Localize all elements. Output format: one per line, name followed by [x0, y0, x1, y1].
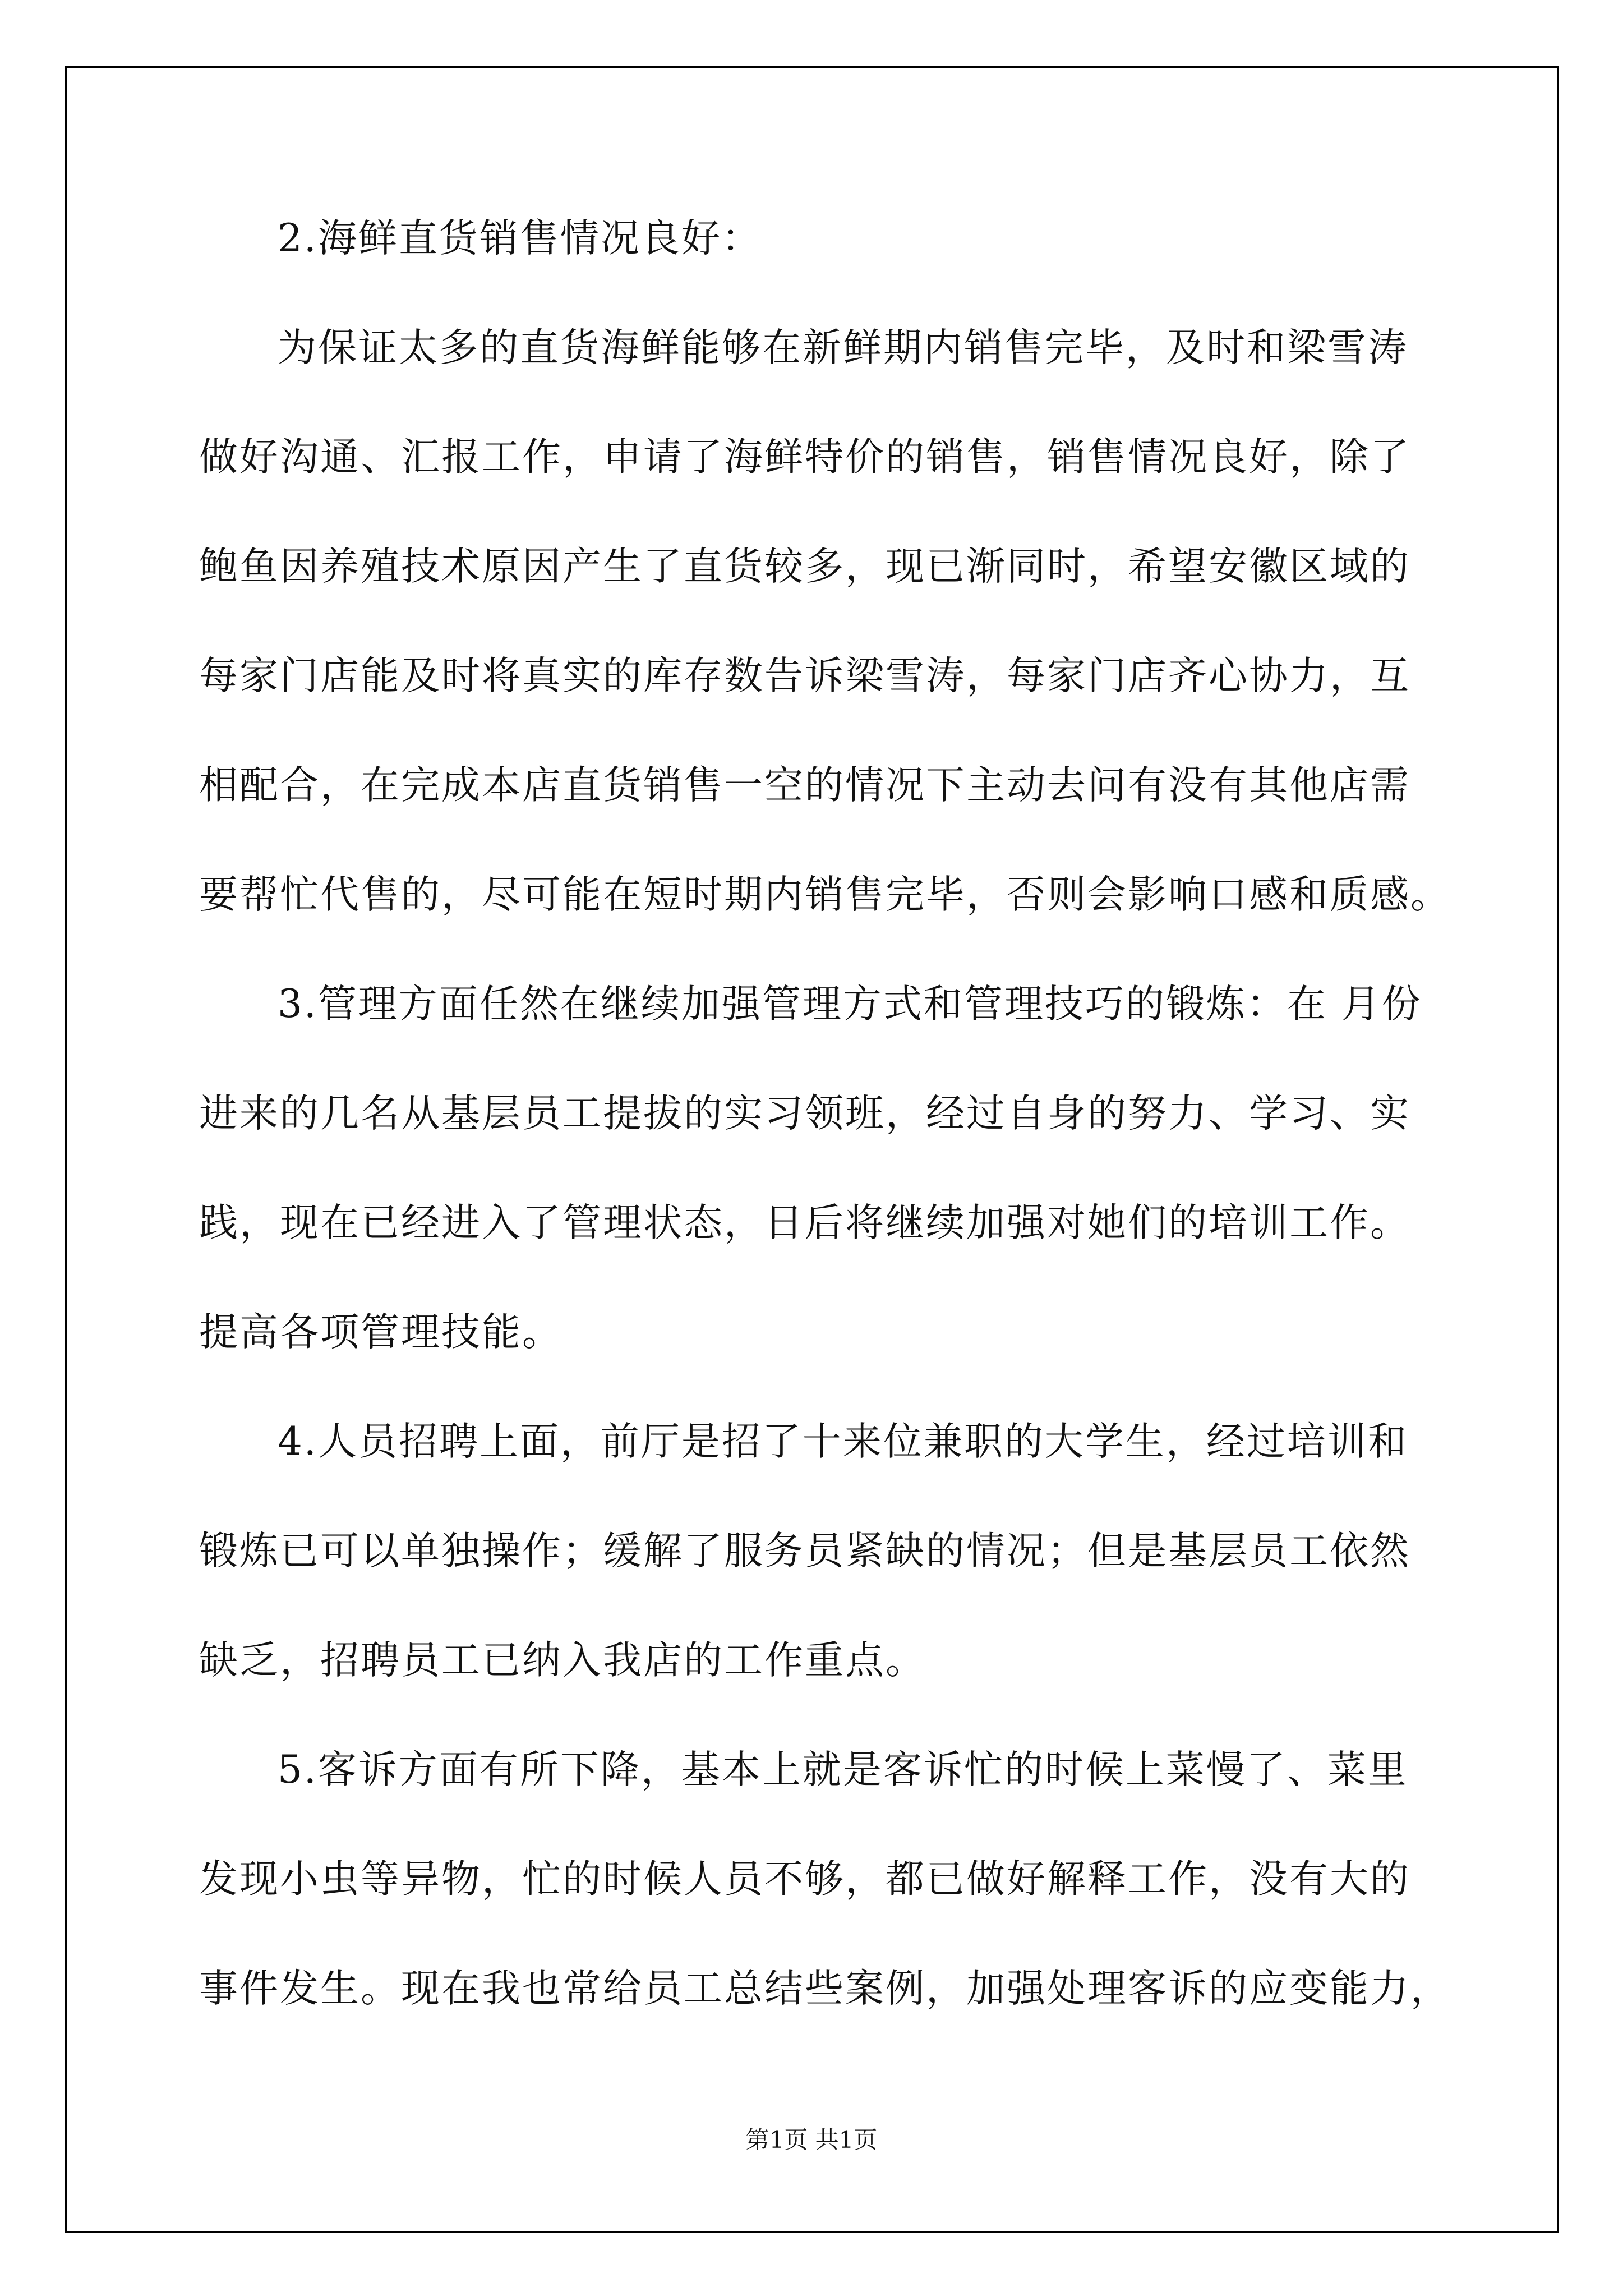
- paragraph-4-start: 4.人员招聘上面，前厅是招了十来位兼职的大学生，经过培训和: [278, 1419, 1408, 1464]
- text-line: 做好沟通、汇报工作，申请了海鲜特价的销售，销售情况良好，除了: [199, 435, 1410, 480]
- text-line: 事件发生。现在我也常给员工总结些案例，加强处理客诉的应变能力，: [199, 1966, 1451, 2011]
- text-line: 每家门店能及时将真实的库存数告诉梁雪涛，每家门店齐心协力，互: [199, 654, 1410, 698]
- text-line: 缺乏，招聘员工已纳入我店的工作重点。: [199, 1638, 926, 1683]
- text-line: 发现小虫等异物，忙的时候人员不够，都已做好解释工作，没有大的: [199, 1857, 1410, 1902]
- paragraph-2-heading: 2.海鲜直货销售情况良好：: [278, 216, 762, 261]
- text-line: 提高各项管理技能。: [199, 1310, 562, 1355]
- text-line: 鲍鱼因养殖技术原因产生了直货较多，现已渐同时，希望安徽区域的: [199, 544, 1410, 589]
- text-line: 进来的几名从基层员工提拔的实习领班，经过自身的努力、学习、实: [199, 1091, 1410, 1136]
- text-line: 锻炼已可以单独操作；缓解了服务员紧缺的情况；但是基层员工依然: [199, 1529, 1410, 1573]
- text-line: 践，现在已经进入了管理状态，日后将继续加强对她们的培训工作。: [199, 1200, 1410, 1245]
- paragraph-5-start: 5.客诉方面有所下降，基本上就是客诉忙的时候上菜慢了、菜里: [278, 1747, 1408, 1792]
- paragraph-3-start: 3.管理方面任然在继续加强管理方式和管理技巧的锻炼：在 月份: [278, 982, 1422, 1027]
- text-line: 相配合，在完成本店直货销售一空的情况下主动去问有没有其他店需: [199, 763, 1410, 808]
- text-line: 要帮忙代售的，尽可能在短时期内销售完毕，否则会影响口感和质感。: [199, 872, 1451, 917]
- text-line: 为保证太多的直货海鲜能够在新鲜期内销售完毕，及时和梁雪涛: [278, 325, 1408, 370]
- page-number-footer: 第1页 共1页: [745, 2126, 878, 2154]
- page-border: [65, 66, 1559, 2233]
